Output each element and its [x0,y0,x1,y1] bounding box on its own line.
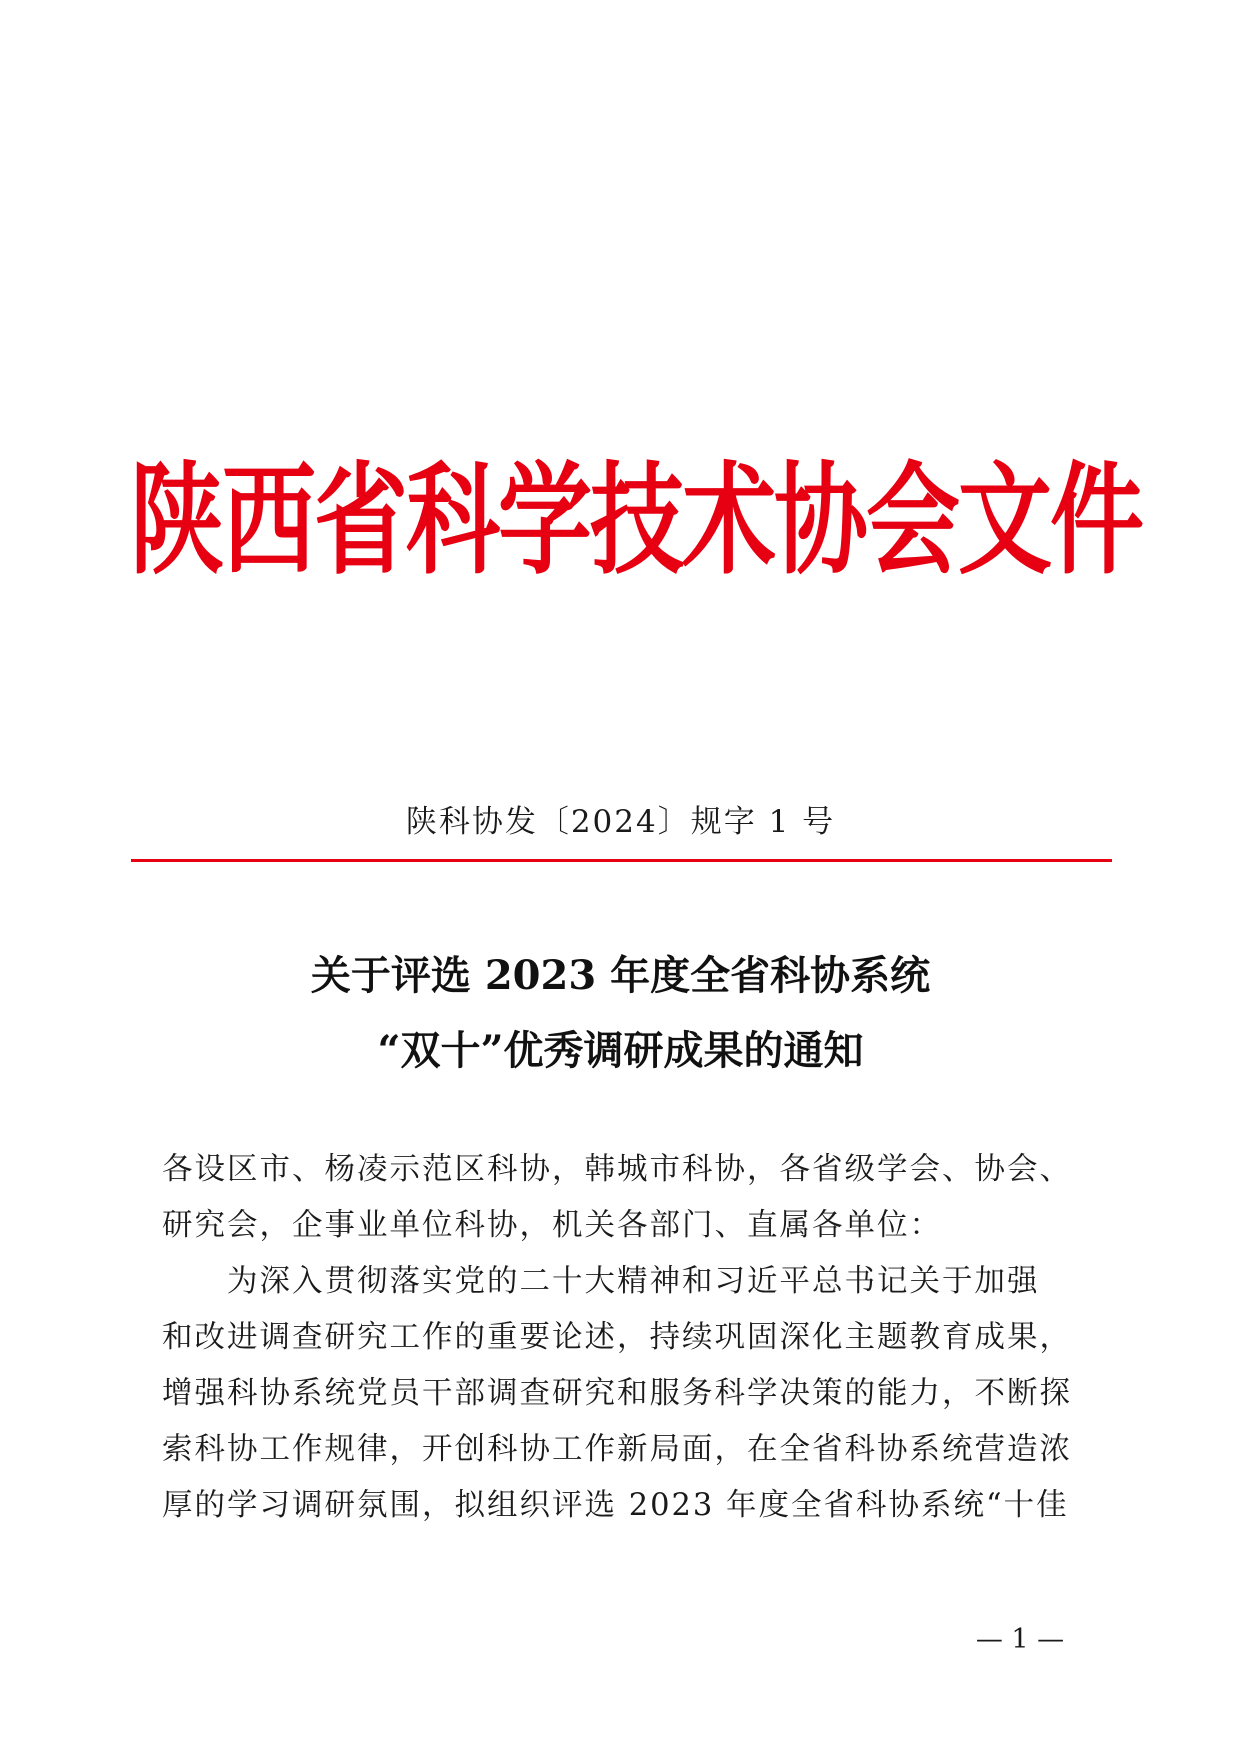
body-line: 增强科协系统党员干部调查研究和服务科学决策的能力，不断探 [162,1376,1072,1411]
body-line: 厚的学习调研氛围，拟组织评选 2023 年度全省科协系统“十佳 [162,1488,1069,1523]
document-title-line-1: 关于评选 2023 年度全省科协系统 [310,952,931,999]
page-number: — 1 — [975,1624,1065,1655]
body-line: 各设区市、杨凌示范区科协，韩城市科协，各省级学会、协会、 [162,1152,1072,1187]
body-line: 为深入贯彻落实党的二十大精神和习近平总书记关于加强 [162,1264,1040,1299]
document-number: 陕科协发〔2024〕规字 1 号 [405,804,836,840]
document-title-line-2: “双十”优秀调研成果的通知 [377,1027,864,1074]
document-masthead: 陕西省科学技术协会文件 [130,452,1143,592]
body-line: 研究会，企事业单位科协，机关各部门、直属各单位： [162,1208,942,1243]
body-line: 索科协工作规律，开创科协工作新局面，在全省科协系统营造浓 [162,1432,1072,1467]
red-separator-rule [131,859,1112,862]
body-line: 和改进调查研究工作的重要论述，持续巩固深化主题教育成果， [162,1320,1072,1355]
